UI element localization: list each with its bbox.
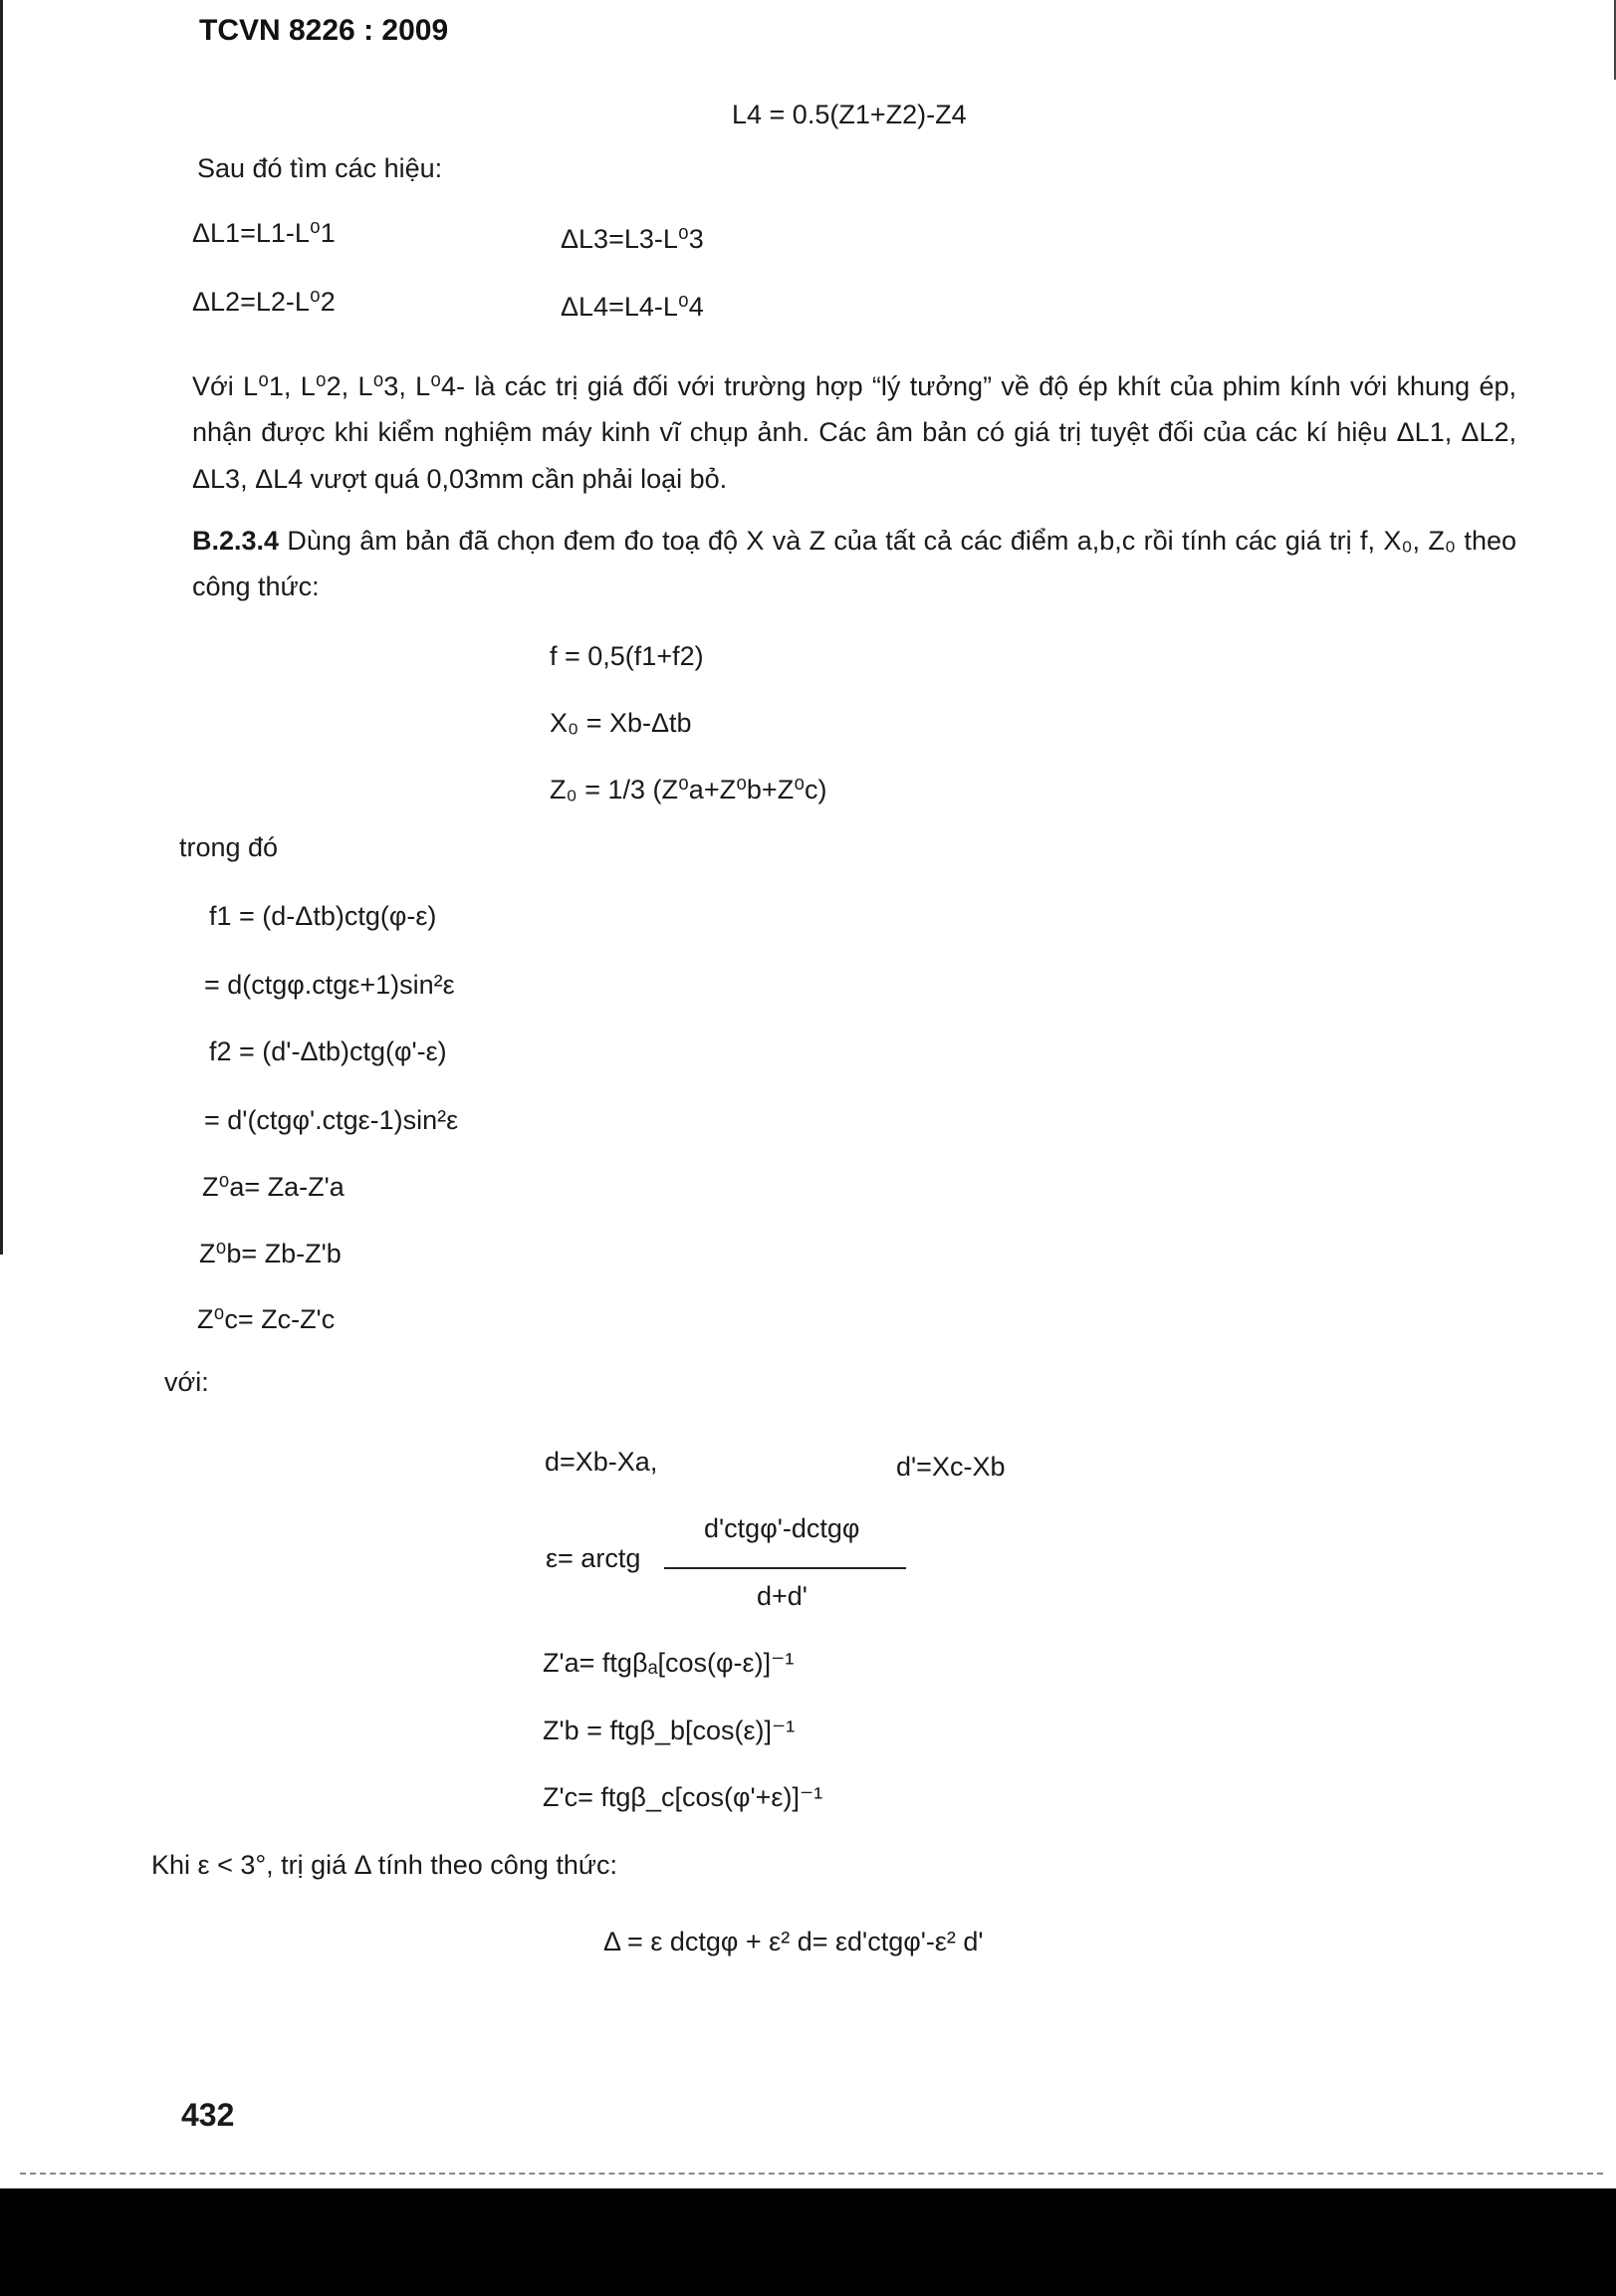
formula-f1-expanded: = d(ctgφ.ctgε+1)sin²ε (204, 970, 455, 1000)
formula-z-b-prime: Z'b = ftgβ_b[cos(ε)]⁻¹ (543, 1716, 796, 1745)
section-b234-paragraph (192, 518, 1516, 610)
formula-d: d=Xb-Xa, (545, 1447, 658, 1477)
section-number: B.2.3.4 (192, 526, 280, 556)
formula-f2: f2 = (d'-Δtb)ctg(φ'-ε) (209, 1036, 447, 1066)
epsilon-numerator: d'ctgφ'-dctgφ (704, 1513, 860, 1543)
where-label: trong đó (179, 832, 279, 862)
epsilon-denominator: d+d' (757, 1581, 808, 1611)
formula-delta: Δ = ε dctgφ + ε² d= εd'ctgφ'-ε² d' (603, 1927, 984, 1956)
formula-z-a-prime: Z'a= ftgβₐ[cos(φ-ε)]⁻¹ (543, 1648, 795, 1678)
with-label: với: (164, 1367, 209, 1397)
page-number: 432 (181, 2097, 235, 2133)
difference-dl2: ΔL2=L2-L⁰2 (192, 287, 336, 317)
intro-text: Sau đó tìm các hiệu: (197, 153, 443, 183)
page-header-standard-code: TCVN 8226 : 2009 (199, 14, 449, 47)
scan-bottom-dashed-line (20, 2173, 1603, 2175)
formula-f: f = 0,5(f1+f2) (550, 641, 704, 671)
difference-dl1: ΔL1=L1-L⁰1 (192, 218, 336, 248)
condition-text: Khi ε < 3°, trị giá Δ tính theo công thức: (151, 1850, 617, 1880)
scan-bottom-black-band (0, 2188, 1616, 2296)
formula-l4: L4 = 0.5(Z1+Z2)-Z4 (732, 100, 967, 129)
epsilon-fraction-bar (664, 1567, 906, 1569)
difference-dl3: ΔL3=L3-L⁰3 (561, 224, 704, 254)
formula-z0c: Z⁰c= Zc-Z'c (197, 1304, 336, 1334)
formula-f1: f1 = (d-Δtb)ctg(φ-ε) (209, 901, 437, 931)
formula-z0b: Z⁰b= Zb-Z'b (199, 1239, 342, 1268)
formula-x0: X₀ = Xb-Δtb (550, 708, 692, 738)
formula-d-prime: d'=Xc-Xb (896, 1452, 1006, 1482)
difference-dl4: ΔL4=L4-L⁰4 (561, 292, 704, 322)
formula-z-c-prime: Z'c= ftgβ_c[cos(φ'+ε)]⁻¹ (543, 1782, 823, 1812)
formula-z0a: Z⁰a= Za-Z'a (202, 1172, 345, 1202)
formula-f2-expanded: = d'(ctgφ'.ctgε-1)sin²ε (204, 1105, 459, 1135)
scan-left-margin-line (0, 0, 3, 1255)
formula-z0: Z₀ = 1/3 (Z⁰a+Z⁰b+Z⁰c) (550, 775, 827, 804)
section-text: Dùng âm bản đã chọn đem đo toạ độ X và Z của tất cả các điểm a,b,c rồi tính các giá trị f, X₀, Z₀ theo công thức: (192, 526, 1516, 602)
paragraph-ideal-values: Với L⁰1, L⁰2, L⁰3, L⁰4- là các trị giá đối với trường hợp “lý tưởng” về độ ép khít của phim kính với khung ép, nhận được khi kiểm nghiệm máy kinh vĩ chụp ảnh. Các âm bản có giá trị tuyệt đối của các kí hiệu ΔL1, ΔL2, ΔL3, ΔL4 vượt quá 0,03mm cần phải loại bỏ. (192, 371, 1516, 494)
epsilon-prefix: ε= arctg (546, 1543, 641, 1573)
